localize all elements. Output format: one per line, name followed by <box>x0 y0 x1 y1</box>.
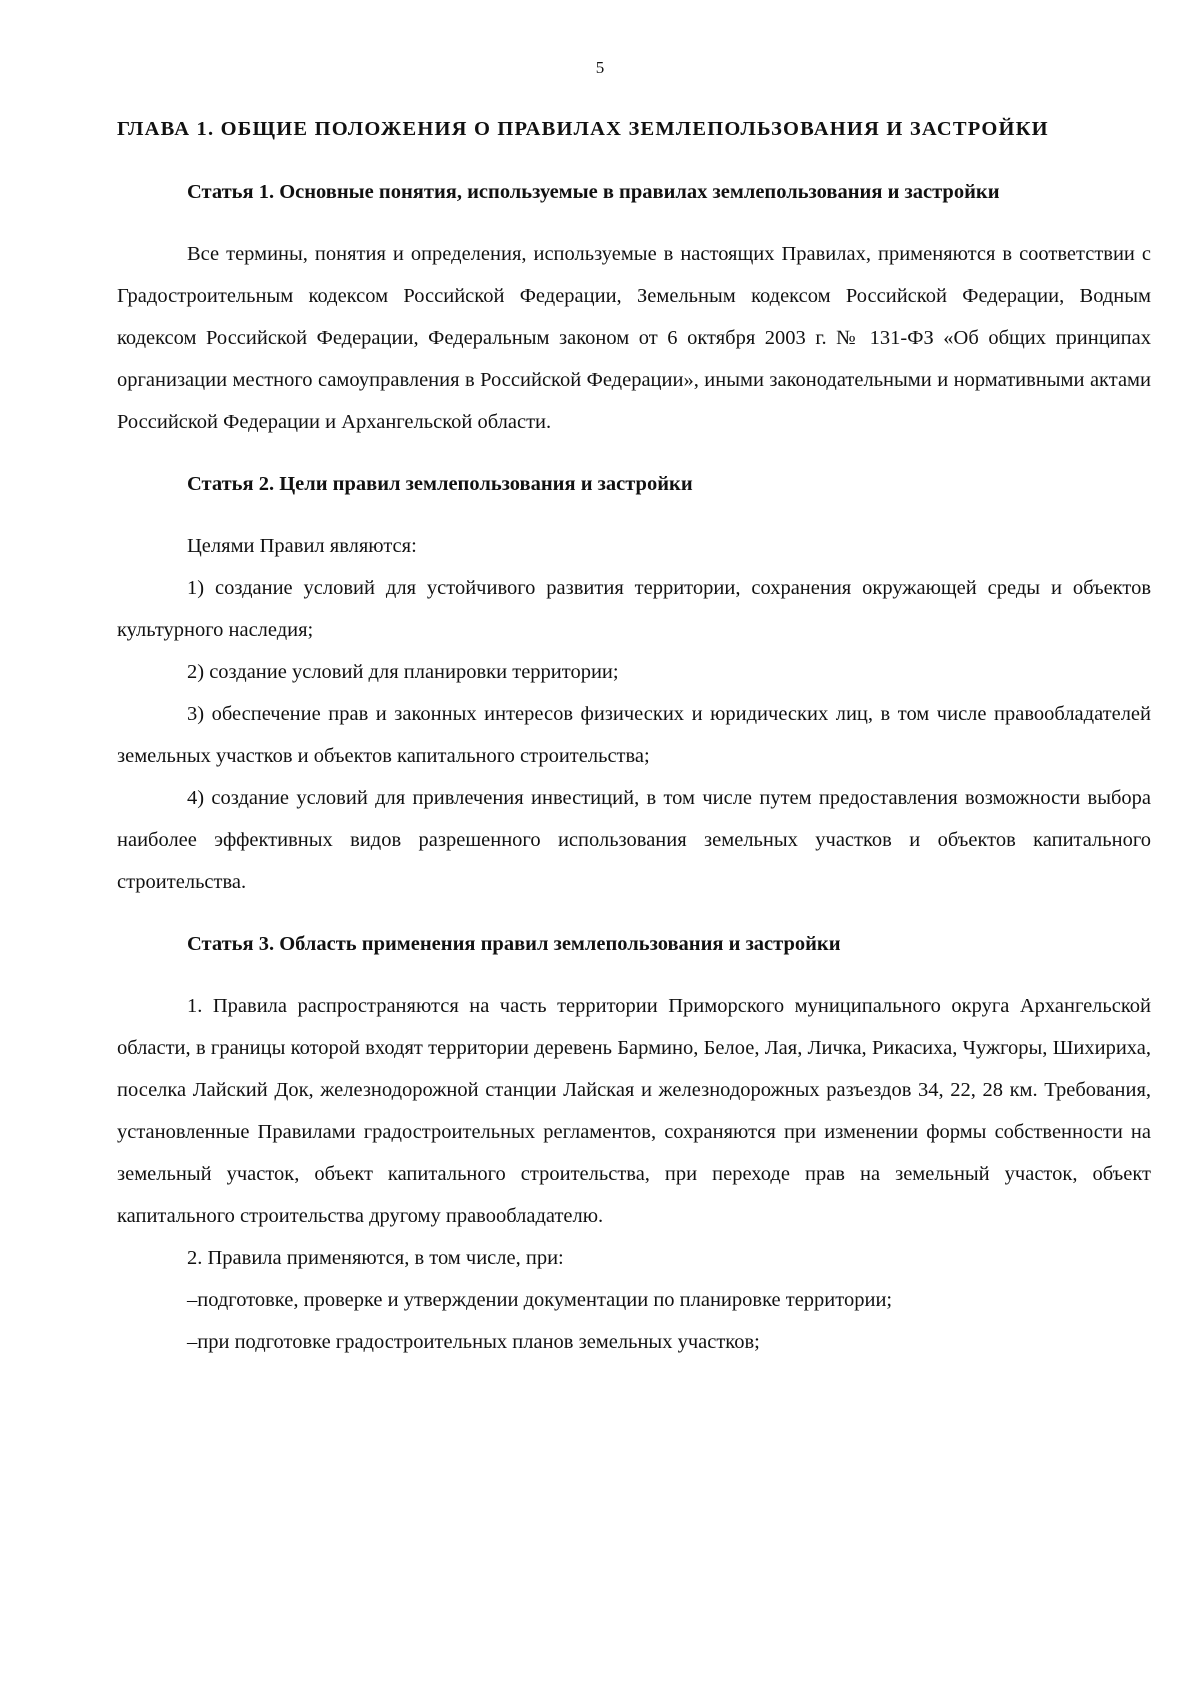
article-2-item: 4) создание условий для привлечения инвестиций, в том числе путем предоставления возможности выбора наиболее эффективных видов разрешенного использования земельных участков и объектов капитального строительства. <box>117 787 1151 893</box>
article-3-paragraph-1: 1. Правила распространяются на часть территории Приморского муниципального округа Архангельской области, в границы которой входят территории деревень Бармино, Белое, Лая, Личка, Рикасиха, Чужгоры, Шихириха, поселка Лайский Док, железнодорожной станции Лайская и железнодорожных разъездов 34, 22, 28 км. Требования, установленные Правилами градостроительных регламентов, сохраняются при изменении формы собственности на земельный участок, объект капитального строительства, при переходе прав на земельный участок, объект капитального строительства другому правообладателю. <box>117 995 1151 1227</box>
article-2-item: 2) создание условий для планировки территории; <box>187 661 619 683</box>
article-2-title: Статья 2. Цели правил землепользования и застройки <box>187 473 693 495</box>
page-number: 5 <box>595 58 605 77</box>
article-3-paragraph-2: 2. Правила применяются, в том числе, при: <box>187 1247 564 1269</box>
article-3-bullet: –подготовке, проверке и утверждении документации по планировке территории; <box>187 1289 893 1311</box>
article-3-title: Статья 3. Область применения правил землепользования и застройки <box>187 933 841 955</box>
article-2-item: 3) обеспечение прав и законных интересов физических и юридических лиц, в том числе правообладателей земельных участков и объектов капитального строительства; <box>117 703 1151 767</box>
article-3-bullet: –при подготовке градостроительных планов земельных участков; <box>187 1331 760 1353</box>
chapter-title: ГЛАВА 1. ОБЩИЕ ПОЛОЖЕНИЯ О ПРАВИЛАХ ЗЕМЛЕПОЛЬЗОВАНИЯ И ЗАСТРОЙКИ <box>117 118 1049 140</box>
article-2-item: 1) создание условий для устойчивого развития территории, сохранения окружающей среды и объектов культурного наследия; <box>117 577 1151 641</box>
article-1-text: Все термины, понятия и определения, используемые в настоящих Правилах, применяются в соответствии с Градостроительным кодексом Российской Федерации, Земельным кодексом Российской Федерации, Водным кодексом Российской Федерации, Федеральным законом от 6 октября 2003 г. № 131-ФЗ «Об общих принципах организации местного самоуправления в Российской Федерации», иными законодательными и нормативными актами Российской Федерации и Архангельской области. <box>117 243 1151 433</box>
article-2-intro: Целями Правил являются: <box>187 535 417 557</box>
document-body <box>117 108 1151 1363</box>
article-1-title: Статья 1. Основные понятия, используемые в правилах землепользования и застройки <box>187 181 1000 203</box>
